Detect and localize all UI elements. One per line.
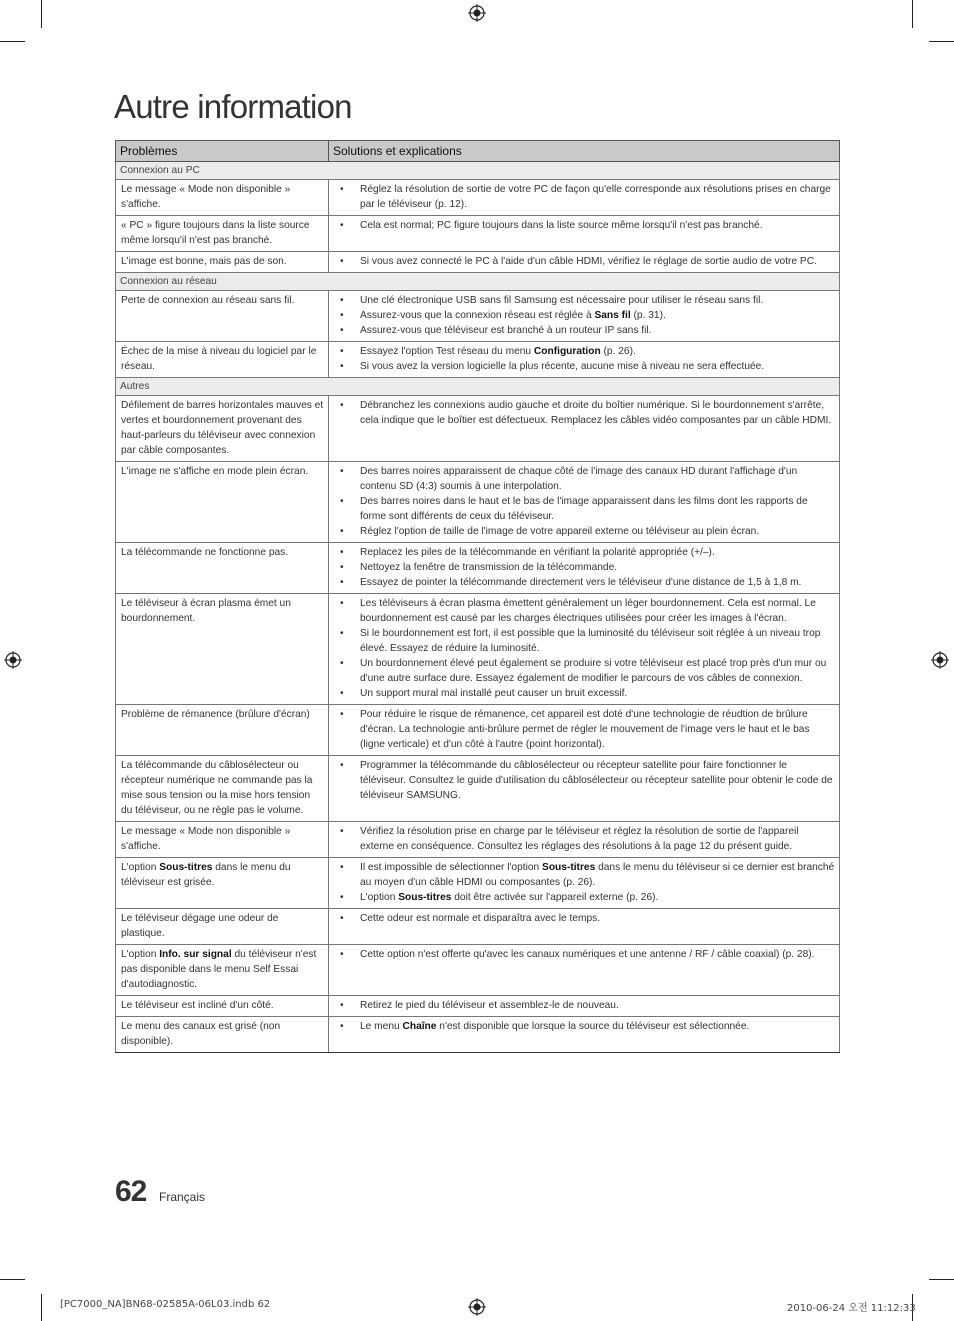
solution-item: • L'option Sous-titres doit être activée sur l'appareil externe (p. 26). <box>337 890 835 905</box>
page-title: Autre information <box>114 88 352 125</box>
emphasis-term: Sous-titres <box>398 892 452 903</box>
solution-list <box>337 218 835 233</box>
problem-cell: Échec de la mise à niveau du logiciel par le réseau. <box>116 342 329 378</box>
problem-cell: La télécommande ne fonctionne pas. <box>116 543 329 594</box>
emphasis-term: Sans fil <box>594 310 631 321</box>
problem-cell: Perte de connexion au réseau sans fil. <box>116 291 329 342</box>
solution-cell <box>329 342 840 378</box>
solution-item: • Essayez de pointer la télécommande directement vers le téléviseur d'une distance de 1,5 à 1,8 m. <box>337 575 835 590</box>
problem-cell: Problème de rémanence (brûlure d'écran) <box>116 705 329 756</box>
solution-list <box>337 398 835 428</box>
solution-item: • Le menu Chaîne n'est disponible que lorsque la source du téléviseur est sélectionnée. <box>337 1019 835 1034</box>
solution-cell <box>329 594 840 705</box>
table-row <box>116 543 840 594</box>
solution-cell <box>329 858 840 909</box>
solution-item: • Il est impossible de sélectionner l'option Sous-titres dans le menu du téléviseur si ce dernier est branché au moyen d'un câble HDMI ou composantes (p. 26). <box>337 860 835 890</box>
solution-cell <box>329 252 840 273</box>
page-number: 62 <box>115 1175 147 1208</box>
table-row <box>116 342 840 378</box>
crop-mark <box>912 0 913 28</box>
solution-list <box>337 947 835 962</box>
solution-item: • Débranchez les connexions audio gauche et droite du boîtier numérique. Si le bourdonnement s'arrête, cela indique que le boîtier est défectueux. Remplacez les câbles vidéo composantes par un câble HDMI. <box>337 398 835 428</box>
solution-list <box>337 182 835 212</box>
solution-list <box>337 1019 835 1034</box>
solution-item: • Assurez-vous que téléviseur est branché à un routeur IP sans fil. <box>337 323 835 338</box>
solution-item: • Un bourdonnement élevé peut également se produire si votre téléviseur est placé trop près d'un mur ou d'une autre surface dure. Essayez également de modifier le parcours de vos câbles de connexion. <box>337 656 835 686</box>
solution-cell <box>329 462 840 543</box>
section-label: Autres <box>116 378 840 396</box>
registration-mark-icon <box>468 4 486 22</box>
problem-cell: Le téléviseur dégage une odeur de plastique. <box>116 909 329 945</box>
problem-cell: Défilement de barres horizontales mauves et vertes et bourdonnement provenant des haut-parleurs du téléviseur avec connexion par câble composantes. <box>116 396 329 462</box>
emphasis-term: Sous-titres <box>159 862 213 873</box>
crop-mark <box>0 1279 25 1280</box>
problem-cell: Le téléviseur est incliné d'un côté. <box>116 996 329 1017</box>
table-body <box>116 162 840 1053</box>
solution-cell <box>329 909 840 945</box>
table-row <box>116 252 840 273</box>
table-row <box>116 705 840 756</box>
solution-list <box>337 758 835 803</box>
solution-item: • Si vous avez connecté le PC à l'aide d'un câble HDMI, vérifiez le réglage de sortie audio de votre PC. <box>337 254 835 269</box>
solution-item: • Des barres noires apparaissent de chaque côté de l'image des canaux HD durant l'affichage d'un contenu SD (4:3) soumis à une interpolation. <box>337 464 835 494</box>
solution-item: • Réglez l'option de taille de l'image de votre appareil externe ou téléviseur au plein écran. <box>337 524 835 539</box>
solution-cell <box>329 756 840 822</box>
problem-cell: L'option Info. sur signal du téléviseur n'est pas disponible dans le menu Self Essai d'autodiagnostic. <box>116 945 329 996</box>
solution-item: • Cette odeur est normale et disparaîtra avec le temps. <box>337 911 835 926</box>
solution-list <box>337 293 835 338</box>
solution-list <box>337 464 835 539</box>
solution-list <box>337 824 835 854</box>
emphasis-term: Chaîne <box>402 1021 437 1032</box>
registration-mark-icon <box>468 1298 486 1316</box>
solution-item: • Nettoyez la fenêtre de transmission de la télécommande. <box>337 560 835 575</box>
solution-list <box>337 596 835 701</box>
solution-item: • Si le bourdonnement est fort, il est possible que la luminosité du téléviseur soit réglée à un niveau trop élevé. Essayez de réduire la luminosité. <box>337 626 835 656</box>
table-row <box>116 1017 840 1053</box>
table-row <box>116 909 840 945</box>
solution-list <box>337 545 835 590</box>
problem-cell: « PC » figure toujours dans la liste source même lorsqu'il n'est pas branché. <box>116 216 329 252</box>
column-header-solutions: Solutions et explications <box>329 141 840 162</box>
solution-cell <box>329 180 840 216</box>
solution-cell <box>329 945 840 996</box>
solution-item: • Programmer la télécommande du câblosélecteur ou récepteur satellite pour faire fonctionner le téléviseur. Consultez le guide d'utilisation du câblosélecteur ou récepteur satellite pour obtenir le code de téléviseur SAMSUNG. <box>337 758 835 803</box>
solution-cell <box>329 822 840 858</box>
crop-mark <box>41 0 42 28</box>
problem-cell: Le message « Mode non disponible » s'affiche. <box>116 180 329 216</box>
table-row <box>116 291 840 342</box>
language-label: Français <box>159 1190 206 1204</box>
column-header-problems: Problèmes <box>116 141 329 162</box>
solution-item: • Essayez l'option Test réseau du menu Configuration (p. 26). <box>337 344 835 359</box>
solution-cell <box>329 996 840 1017</box>
solution-list <box>337 254 835 269</box>
table-row <box>116 216 840 252</box>
section-label: Connexion au réseau <box>116 273 840 291</box>
crop-mark <box>41 1294 42 1321</box>
registration-mark-icon <box>931 651 949 669</box>
solution-item: • Vérifiez la résolution prise en charge par le téléviseur et réglez la résolution de sortie de l'appareil externe en conséquence. Consultez les réglages des résolutions à la page 12 du présent guide. <box>337 824 835 854</box>
table-row <box>116 180 840 216</box>
solution-cell <box>329 543 840 594</box>
solution-list <box>337 707 835 752</box>
section-row <box>116 378 840 396</box>
solution-cell <box>329 705 840 756</box>
table-row <box>116 858 840 909</box>
registration-mark-icon <box>4 651 22 669</box>
solution-cell <box>329 396 840 462</box>
solution-item: • Pour réduire le risque de rémanence, cet appareil est doté d'une technologie de réudtion de brûlure d'écran. La technologie anti-brûlure permet de régler le mouvement de l'image vers le haut et le bas (ligne verticale) et d'un côté à l'autre (point horizontal). <box>337 707 835 752</box>
solution-item: • Un support mural mal installé peut causer un bruit excessif. <box>337 686 835 701</box>
table-row <box>116 396 840 462</box>
solution-list <box>337 911 835 926</box>
table-row <box>116 996 840 1017</box>
solution-item: • Replacez les piles de la télécommande en vérifiant la polarité appropriée (+/–). <box>337 545 835 560</box>
crop-mark <box>929 1279 954 1280</box>
problem-cell: L'image est bonne, mais pas de son. <box>116 252 329 273</box>
solution-cell <box>329 1017 840 1053</box>
solution-item: • Cette option n'est offerte qu'avec les canaux numériques et une antenne / RF / câble coaxial) (p. 28). <box>337 947 835 962</box>
section-label: Connexion au PC <box>116 162 840 180</box>
crop-mark <box>0 41 25 42</box>
section-row <box>116 273 840 291</box>
table-row <box>116 756 840 822</box>
problem-cell: Le message « Mode non disponible » s'affiche. <box>116 822 329 858</box>
problem-cell: L'option Sous-titres dans le menu du téléviseur est grisée. <box>116 858 329 909</box>
table-row <box>116 822 840 858</box>
emphasis-term: Info. sur signal <box>159 949 232 960</box>
solution-item: • Retirez le pied du téléviseur et assemblez-le de nouveau. <box>337 998 835 1013</box>
solution-cell <box>329 291 840 342</box>
solution-cell <box>329 216 840 252</box>
crop-mark <box>929 41 954 42</box>
solution-item: • Cela est normal; PC figure toujours dans la liste source même lorsqu'il n'est pas branché. <box>337 218 835 233</box>
problem-cell: L'image ne s'affiche en mode plein écran. <box>116 462 329 543</box>
solution-list <box>337 860 835 905</box>
solution-item: • Si vous avez la version logicielle la plus récente, aucune mise à niveau ne sera effectuée. <box>337 359 835 374</box>
solution-item: • Réglez la résolution de sortie de votre PC de façon qu'elle corresponde aux résolutions prises en charge par le téléviseur (p. 12). <box>337 182 835 212</box>
solution-list <box>337 344 835 374</box>
section-row <box>116 162 840 180</box>
solution-list <box>337 998 835 1013</box>
table-row <box>116 462 840 543</box>
table-header-row <box>116 141 840 162</box>
emphasis-term: Sous-titres <box>542 862 596 873</box>
problem-cell: Le menu des canaux est grisé (non disponible). <box>116 1017 329 1053</box>
solution-item: • Les téléviseurs à écran plasma émettent généralement un léger bourdonnement. Cela est normal. Le bourdonnement est causé par les charges électriques utilisées pour créer les images à l'écran. <box>337 596 835 626</box>
solution-item: • Assurez-vous que la connexion réseau est réglée à Sans fil (p. 31). <box>337 308 835 323</box>
emphasis-term: Configuration <box>533 346 601 357</box>
table-row <box>116 945 840 996</box>
problem-cell: La télécommande du câblosélecteur ou récepteur numérique ne commande pas la mise sous tension ou la mise hors tension du téléviseur, ou ne règle pas le volume. <box>116 756 329 822</box>
troubleshooting-table <box>115 140 840 1053</box>
footer-date: 2010-06-24 오전 11:12:33 <box>787 1303 916 1314</box>
table-row <box>116 594 840 705</box>
problem-cell: Le téléviseur à écran plasma émet un bourdonnement. <box>116 594 329 705</box>
solution-item: • Des barres noires dans le haut et le bas de l'image apparaissent dans les films dont les rapports de forme sont différents de ceux du téléviseur. <box>337 494 835 524</box>
footer-file-info: [PC7000_NA]BN68-02585A-06L03.indb 62 <box>60 1299 271 1310</box>
solution-item: • Une clé électronique USB sans fil Samsung est nécessaire pour utiliser le réseau sans fil. <box>337 293 835 308</box>
